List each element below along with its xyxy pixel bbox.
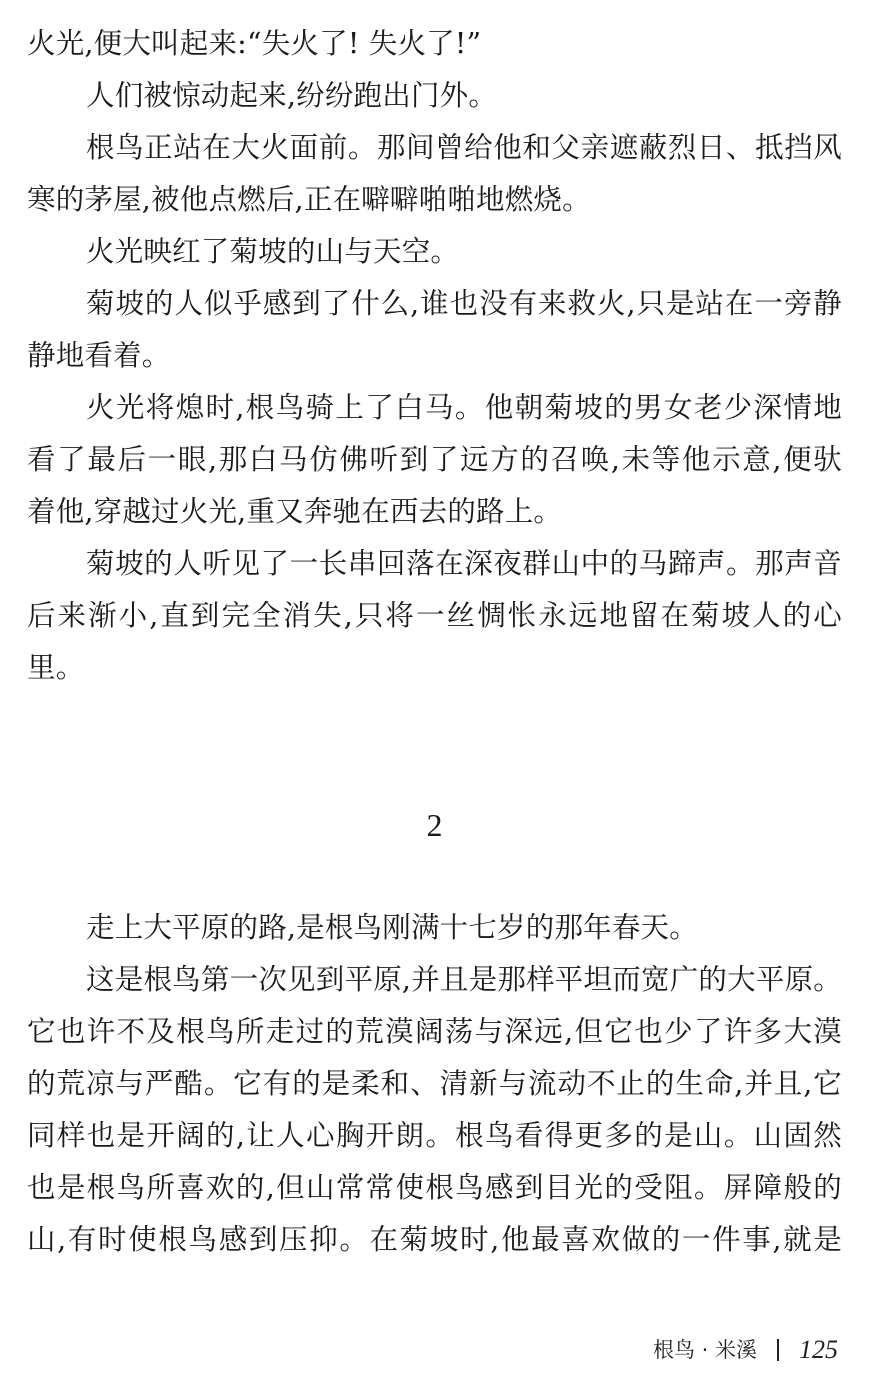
text-line: 火光将熄时,根鸟骑上了白马。他朝菊坡的男女老少深情地 <box>86 391 842 424</box>
page-footer <box>653 1330 838 1370</box>
text-line: 人们被惊动起来,纷纷跑出门外。 <box>86 79 498 112</box>
text-line: 火光映红了菊坡的山与天空。 <box>86 235 460 268</box>
text-line: 静地看着。 <box>27 339 171 372</box>
running-title: 根鸟 · 米溪 <box>652 1338 757 1362</box>
text-line: 着他,穿越过火光,重又奔驰在西去的路上。 <box>27 495 563 528</box>
text-line: 寒的茅屋,被他点燃后,正在噼噼啪啪地燃烧。 <box>27 183 591 216</box>
text-line: 走上大平原的路,是根鸟刚满十七岁的那年春天。 <box>86 911 698 944</box>
text-line: 同样也是开阔的,让人心胸开朗。根鸟看得更多的是山。山固然 <box>27 1119 842 1152</box>
text-line: 这是根鸟第一次见到平原,并且是那样平坦而宽广的大平原。 <box>86 963 842 996</box>
text-line: 的荒凉与严酷。它有的是柔和、清新与流动不止的生命,并且,它 <box>27 1067 842 1100</box>
text-line: 后来渐小,直到完全消失,只将一丝惆怅永远地留在菊坡人的心 <box>27 599 842 632</box>
footer-separator <box>777 1339 779 1361</box>
text-line: 火光,便大叫起来:“失火了! 失火了!” <box>27 27 482 60</box>
text-line: 菊坡的人似乎感到了什么,谁也没有来救火,只是站在一旁静 <box>86 287 842 320</box>
text-line: 也是根鸟所喜欢的,但山常常使根鸟感到目光的受阻。屏障般的 <box>27 1171 842 1204</box>
page-number: 125 <box>799 1335 838 1364</box>
text-line: 根鸟正站在大火面前。那间曾给他和父亲遮蔽烈日、抵挡风 <box>86 131 842 164</box>
section-number: 2 <box>426 807 443 843</box>
text-line: 里。 <box>27 651 85 684</box>
text-line: 山,有时使根鸟感到压抑。在菊坡时,他最喜欢做的一件事,就是 <box>27 1223 842 1256</box>
text-line: 看了最后一眼,那白马仿佛听到了远方的召唤,未等他示意,便驮 <box>27 443 842 476</box>
text-line: 它也许不及根鸟所走过的荒漠阔荡与深远,但它也少了许多大漠 <box>27 1015 842 1048</box>
text-line: 菊坡的人听见了一长串回落在深夜群山中的马蹄声。那声音 <box>86 547 842 580</box>
